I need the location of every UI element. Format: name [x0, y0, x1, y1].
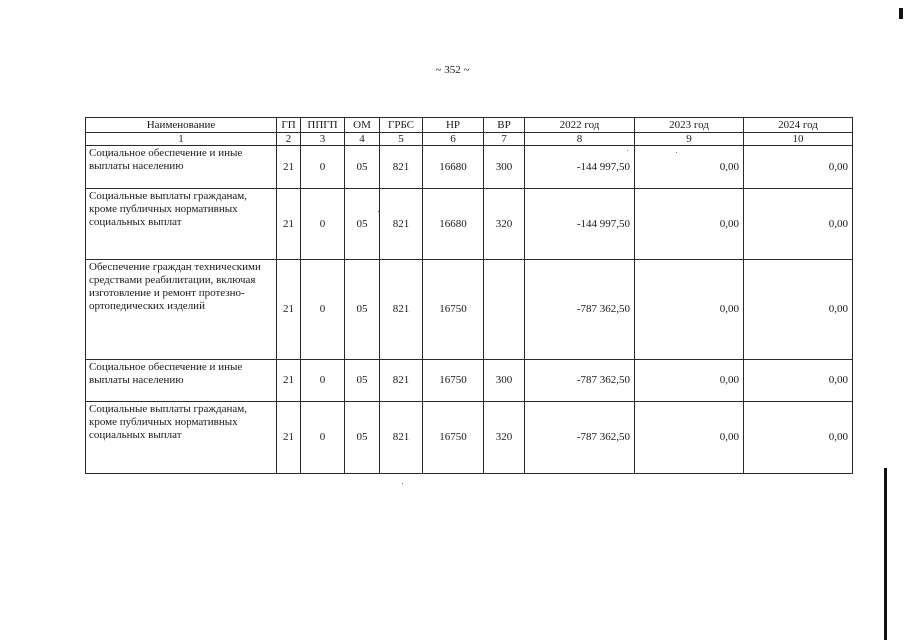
scan-edge-line	[884, 468, 887, 640]
cell-2022: -787 362,50	[525, 260, 635, 360]
cell-grbs: 821	[380, 402, 423, 474]
cell-ppgp: 0	[301, 189, 345, 260]
cell-2023: 0,00	[635, 146, 744, 189]
cell-grbs: 821	[380, 360, 423, 402]
table-row	[86, 146, 853, 189]
column-number: 10	[744, 133, 853, 146]
budget-table	[85, 117, 853, 474]
header-om: ОМ	[345, 118, 380, 133]
cell-2023: 0,00	[635, 260, 744, 360]
cell-2022: -144 997,50	[525, 189, 635, 260]
table-row	[86, 360, 853, 402]
column-number: 3	[301, 133, 345, 146]
cell-om: 05	[345, 146, 380, 189]
cell-nr: 16680	[423, 146, 484, 189]
row-name: Обеспечение граждан техническими средствами реабилитации, включая изготовление и ремонт протезно-ортопедических изделий	[86, 260, 277, 360]
cell-vr: 300	[484, 360, 525, 402]
cell-om: 05	[345, 189, 380, 260]
header-2024: 2024 год	[744, 118, 853, 133]
cell-vr: 300	[484, 146, 525, 189]
scan-speck	[676, 152, 677, 153]
cell-vr: 320	[484, 402, 525, 474]
cell-2023: 0,00	[635, 189, 744, 260]
row-name: Социальное обеспечение и иные выплаты населению	[86, 146, 277, 189]
cell-gp: 21	[277, 402, 301, 474]
table-row	[86, 189, 853, 260]
cell-nr: 16680	[423, 189, 484, 260]
column-number: 4	[345, 133, 380, 146]
header-nr: НР	[423, 118, 484, 133]
cell-2022: -787 362,50	[525, 402, 635, 474]
row-name: Социальное обеспечение и иные выплаты населению	[86, 360, 277, 402]
cell-grbs: 821	[380, 260, 423, 360]
header-grbs: ГРБС	[380, 118, 423, 133]
cell-om: 05	[345, 402, 380, 474]
column-number: 7	[484, 133, 525, 146]
row-name: Социальные выплаты гражданам, кроме публичных нормативных социальных выплат	[86, 402, 277, 474]
page-number: ~ 352 ~	[435, 64, 470, 76]
cell-2022: -144 997,50	[525, 146, 635, 189]
header-2022: 2022 год	[525, 118, 635, 133]
cell-nr: 16750	[423, 360, 484, 402]
cell-nr: 16750	[423, 260, 484, 360]
header-vr: ВР	[484, 118, 525, 133]
scan-speck	[378, 211, 379, 212]
cell-grbs: 821	[380, 146, 423, 189]
cell-2024: 0,00	[744, 360, 853, 402]
header-2023: 2023 год	[635, 118, 744, 133]
cell-gp: 21	[277, 360, 301, 402]
row-name: Социальные выплаты гражданам, кроме публичных нормативных социальных выплат	[86, 189, 277, 260]
cell-vr	[484, 260, 525, 360]
cell-vr: 320	[484, 189, 525, 260]
cell-ppgp: 0	[301, 146, 345, 189]
table-row	[86, 260, 853, 360]
cell-grbs: 821	[380, 189, 423, 260]
column-number: 5	[380, 133, 423, 146]
cell-om: 05	[345, 260, 380, 360]
cell-2022: -787 362,50	[525, 360, 635, 402]
cell-om: 05	[345, 360, 380, 402]
cell-gp: 21	[277, 260, 301, 360]
cell-2024: 0,00	[744, 146, 853, 189]
cell-2024: 0,00	[744, 402, 853, 474]
column-number: 2	[277, 133, 301, 146]
cell-ppgp: 0	[301, 360, 345, 402]
header-name: Наименование	[86, 118, 277, 133]
scan-edge-mark	[899, 8, 903, 19]
column-number: 9	[635, 133, 744, 146]
column-number: 1	[86, 133, 277, 146]
header-gp: ГП	[277, 118, 301, 133]
column-number-row	[86, 133, 853, 146]
column-number: 6	[423, 133, 484, 146]
cell-ppgp: 0	[301, 260, 345, 360]
cell-2023: 0,00	[635, 360, 744, 402]
cell-2023: 0,00	[635, 402, 744, 474]
table-row	[86, 402, 853, 474]
column-number: 8	[525, 133, 635, 146]
scan-speck	[402, 483, 403, 484]
header-ppgp: ППГП	[301, 118, 345, 133]
cell-2024: 0,00	[744, 260, 853, 360]
cell-2024: 0,00	[744, 189, 853, 260]
scan-speck	[627, 150, 628, 151]
header-row	[86, 118, 853, 133]
cell-nr: 16750	[423, 402, 484, 474]
cell-gp: 21	[277, 146, 301, 189]
cell-gp: 21	[277, 189, 301, 260]
cell-ppgp: 0	[301, 402, 345, 474]
